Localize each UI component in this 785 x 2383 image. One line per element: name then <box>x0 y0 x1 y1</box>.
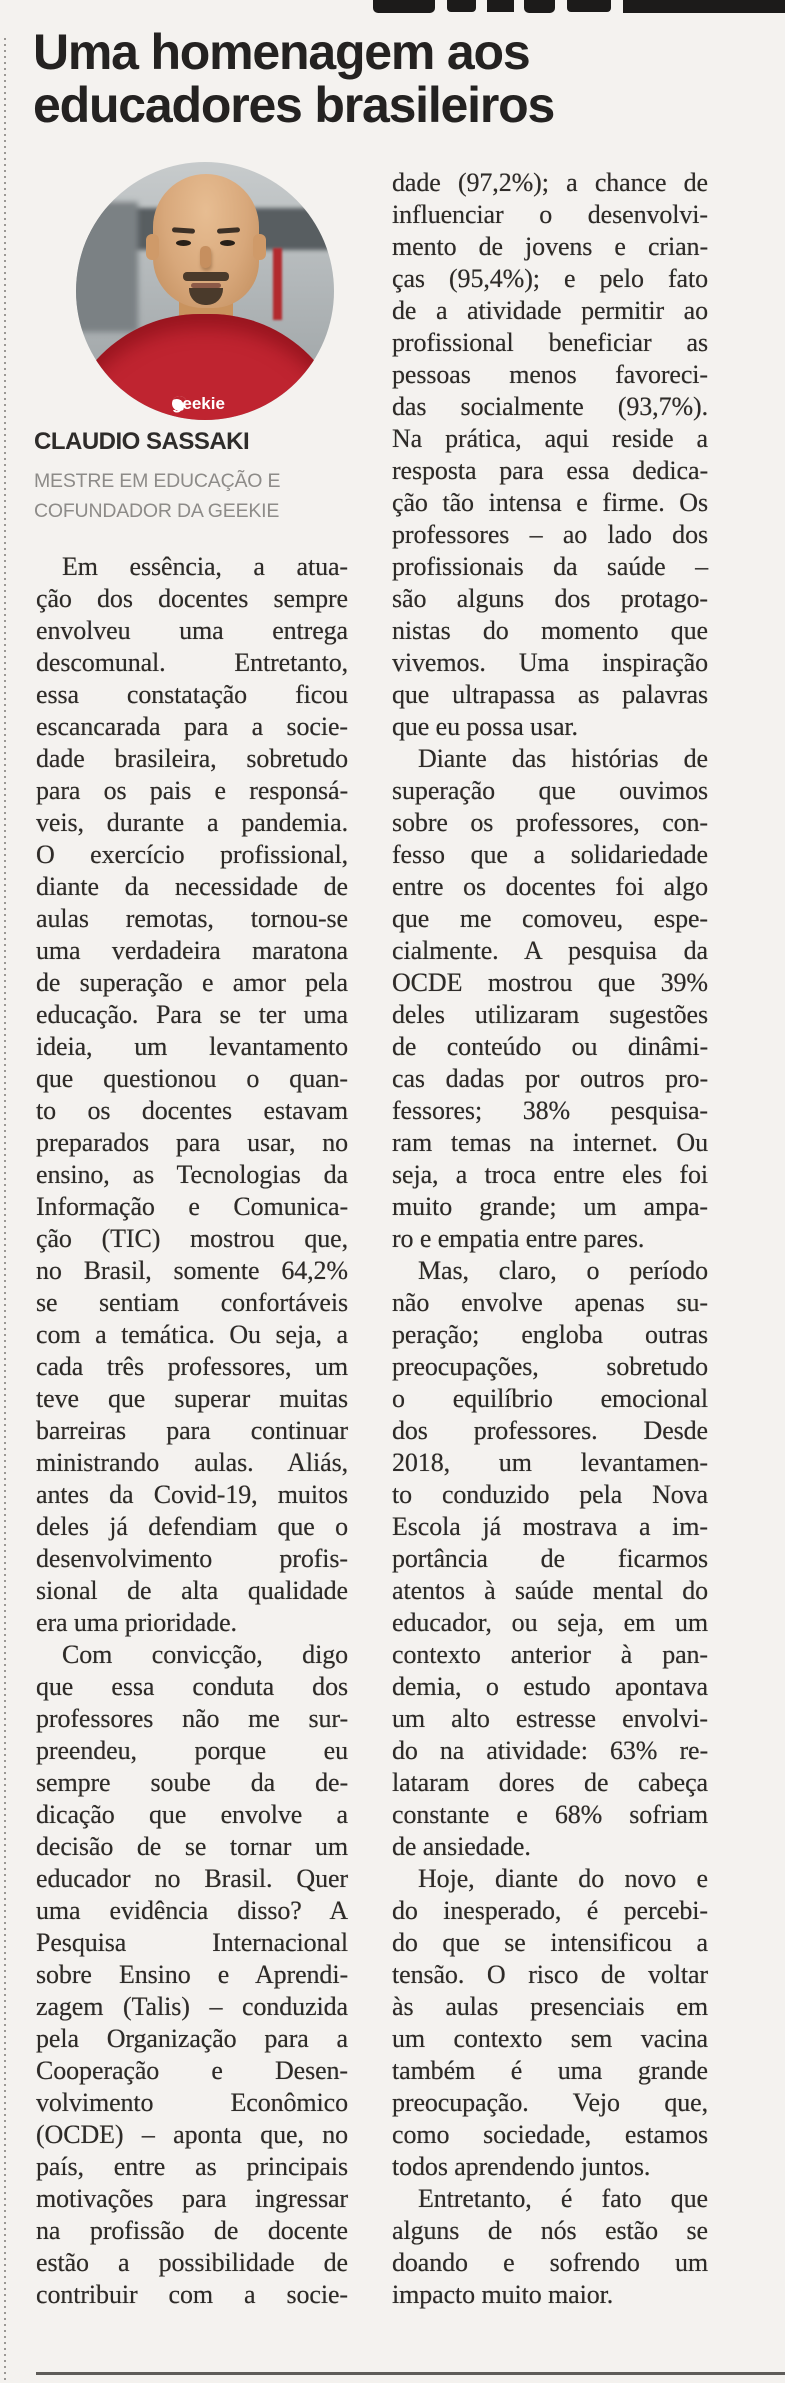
text-line: profissionais da saúde – <box>392 552 708 581</box>
portrait-mustache <box>183 272 229 281</box>
text-line: impacto muito maior. <box>392 2280 614 2309</box>
text-line: profissional beneficiar as <box>392 328 708 357</box>
byline-role-line-1: MESTRE EM EDUCAÇÃO E <box>34 470 281 492</box>
text-line: pela Organização para a <box>36 2024 348 2053</box>
headline-line-2: educadores brasileiros <box>33 77 555 133</box>
photo-background-shape <box>76 202 138 332</box>
byline-author-name: CLAUDIO SASSAKI <box>34 428 250 455</box>
text-line: preocupação. Vejo que, <box>392 2088 708 2117</box>
text-line: Informação e Comunica- <box>36 1192 348 1221</box>
text-line: essa constatação ficou <box>36 680 348 709</box>
text-line: peração; engloba outras <box>392 1320 708 1349</box>
text-line: preparados para usar, no <box>36 1128 348 1157</box>
text-line: motivações para ingressar <box>36 2184 348 2213</box>
cropped-headline-fragment <box>524 0 555 13</box>
text-line: na profissão de docente <box>36 2216 348 2245</box>
text-line: Mas, claro, o período <box>418 1256 708 1285</box>
text-line: com a temática. Ou seja, a <box>36 1320 348 1349</box>
text-line: nistas do momento que <box>392 616 708 645</box>
paragraph <box>392 167 708 743</box>
text-line: to os docentes estavam <box>36 1096 348 1125</box>
text-line: Em essência, a atua- <box>62 552 348 581</box>
text-line: das socialmente (93,7%). <box>392 392 708 421</box>
text-line: todos aprendendo juntos. <box>392 2152 651 2181</box>
text-line: demia, o estudo apontava <box>392 1672 708 1701</box>
text-line: ideia, um levantamento <box>36 1032 348 1061</box>
text-line: tensão. O risco de voltar <box>392 1960 708 1989</box>
author-portrait-photo <box>76 162 334 420</box>
text-line: que eu possa usar. <box>392 712 578 741</box>
text-line: um contexto sem vacina <box>392 2024 708 2053</box>
text-line: o equilíbrio emocional <box>392 1384 708 1413</box>
portrait-eye <box>220 240 235 246</box>
portrait-eye <box>176 240 191 246</box>
text-line: aulas remotas, tornou-se <box>36 904 348 933</box>
text-line: do que se intensificou a <box>392 1928 708 1957</box>
text-line: seja, a troca entre eles foi <box>392 1160 708 1189</box>
text-line: professores não me sur- <box>36 1704 348 1733</box>
text-line: um alto estresse envolvi- <box>392 1704 708 1733</box>
text-line: cas dadas por outros pro- <box>392 1064 708 1093</box>
text-line: volvimento Econômico <box>36 2088 348 2117</box>
text-line: Escola já mostrava a im- <box>392 1512 708 1541</box>
text-line: Cooperação e Desen- <box>36 2056 348 2085</box>
paragraph <box>392 1255 708 1863</box>
text-line: lataram dores de cabeça <box>392 1768 708 1797</box>
text-line: ensino, as Tecnologias da <box>36 1160 348 1189</box>
text-line: deles utilizaram sugestões <box>392 1000 708 1029</box>
text-line: para os pais e responsá- <box>36 776 348 805</box>
text-line: de ansiedade. <box>392 1832 531 1861</box>
text-line: O exercício profissional, <box>36 840 348 869</box>
text-line: Entretanto, é fato que <box>418 2184 708 2213</box>
headline-line-1: Uma homenagem aos <box>33 24 530 80</box>
text-line: teve que superar muitas <box>36 1384 348 1413</box>
text-line: Hoje, diante do novo e <box>418 1864 708 1893</box>
text-line: dicação que envolve a <box>36 1800 348 1829</box>
text-line: to conduzido pela Nova <box>392 1480 708 1509</box>
text-line: preocupações, sobretudo <box>392 1352 708 1381</box>
text-line: não envolve apenas su- <box>392 1288 708 1317</box>
byline-author-role <box>34 466 280 526</box>
text-line: ças (95,4%); e pelo fato <box>392 264 708 293</box>
text-line: são alguns dos protago- <box>392 584 708 613</box>
text-line: do na atividade: 63% re- <box>392 1736 708 1765</box>
text-line: sempre soube da de- <box>36 1768 348 1797</box>
text-line: Pesquisa Internacional <box>36 1928 348 1957</box>
text-line: ram temas na internet. Ou <box>392 1128 708 1157</box>
paragraph <box>36 551 348 1639</box>
text-line: que me comoveu, espe- <box>392 904 708 933</box>
text-line: superação que ouvimos <box>392 776 708 805</box>
text-line: atentos à saúde mental do <box>392 1576 708 1605</box>
text-line: educador, ou seja, em um <box>392 1608 708 1637</box>
byline-role-line-2: COFUNDADOR DA GEEKIE <box>34 500 280 522</box>
cropped-headline-fragment <box>623 0 785 13</box>
text-line: sobre Ensino e Aprendi- <box>36 1960 348 1989</box>
geekie-logo-text: geekie <box>172 393 225 413</box>
text-line: Com convicção, digo <box>62 1640 348 1669</box>
text-line: que questionou o quan- <box>36 1064 348 1093</box>
text-line: zagem (Talis) – conduzida <box>36 1992 348 2021</box>
text-line: resposta para essa dedica- <box>392 456 708 485</box>
text-line: fessores; 38% pesquisa- <box>392 1096 708 1125</box>
text-line: de a atividade permitir ao <box>392 296 708 325</box>
text-line: descomunal. Entretanto, <box>36 648 348 677</box>
text-line: uma evidência disso? A <box>36 1896 348 1925</box>
geekie-logo <box>172 393 225 413</box>
portrait-nose <box>200 246 211 268</box>
text-line: era uma prioridade. <box>36 1608 237 1637</box>
text-line: pessoas menos favoreci- <box>392 360 708 389</box>
photo-background-stripe <box>273 248 282 320</box>
text-line: país, entre as principais <box>36 2152 348 2181</box>
portrait-ear <box>146 234 159 260</box>
text-line: constante e 68% sofriam <box>392 1800 708 1829</box>
text-line: sobre os professores, con- <box>392 808 708 837</box>
text-line: influenciar o desenvolvi- <box>392 200 708 229</box>
paragraph <box>392 1863 708 2183</box>
text-line: cialmente. A pesquisa da <box>392 936 708 965</box>
text-line: envolveu uma entrega <box>36 616 348 645</box>
cropped-headline-fragment <box>373 0 435 13</box>
paragraph <box>36 1639 348 2311</box>
article-headline <box>33 26 613 132</box>
text-line: veis, durante a pandemia. <box>36 808 348 837</box>
text-line: desenvolvimento profis- <box>36 1544 348 1573</box>
text-line: ção (TIC) mostrou que, <box>36 1224 348 1253</box>
body-column-right <box>392 167 708 2311</box>
text-line: barreiras para continuar <box>36 1416 348 1445</box>
body-column-left <box>36 551 348 2311</box>
text-line: sional de alta qualidade <box>36 1576 348 1605</box>
bottom-separator-rule <box>36 2372 785 2375</box>
text-line: portância de ficarmos <box>392 1544 708 1573</box>
text-line: 2018, um levantamen- <box>392 1448 708 1477</box>
text-line: dade brasileira, sobretudo <box>36 744 348 773</box>
text-line: alguns de nós estão se <box>392 2216 708 2245</box>
text-line: cada três professores, um <box>36 1352 348 1381</box>
text-line: no Brasil, somente 64,2% <box>36 1256 348 1285</box>
text-line: ministrando aulas. Aliás, <box>36 1448 348 1477</box>
text-line: OCDE mostrou que 39% <box>392 968 708 997</box>
text-line: dos professores. Desde <box>392 1416 708 1445</box>
text-line: dade (97,2%); a chance de <box>392 168 708 197</box>
text-line: que essa conduta dos <box>36 1672 348 1701</box>
text-line: doando e sofrendo um <box>392 2248 708 2277</box>
text-line: ção dos docentes sempre <box>36 584 348 613</box>
cropped-headline-fragment <box>567 0 611 12</box>
text-line: Diante das histórias de <box>418 744 708 773</box>
text-line: educador no Brasil. Quer <box>36 1864 348 1893</box>
text-line: escancarada para a socie- <box>36 712 348 741</box>
cropped-headline-fragment <box>487 0 514 12</box>
text-line: Na prática, aqui reside a <box>392 424 708 453</box>
text-line: professores – ao lado dos <box>392 520 708 549</box>
text-line: mento de jovens e crian- <box>392 232 708 261</box>
text-line: preendeu, porque eu <box>36 1736 348 1765</box>
cropped-headline-fragment <box>447 0 476 12</box>
paragraph <box>392 2183 708 2311</box>
text-line: (OCDE) – aponta que, no <box>36 2120 348 2149</box>
text-line: como sociedade, estamos <box>392 2120 708 2149</box>
text-line: uma verdadeira maratona <box>36 936 348 965</box>
text-line: às aulas presenciais em <box>392 1992 708 2021</box>
text-line: fesso que a solidariedade <box>392 840 708 869</box>
text-line: diante da necessidade de <box>36 872 348 901</box>
text-line: educação. Para se ter uma <box>36 1000 348 1029</box>
text-line: entre os docentes foi algo <box>392 872 708 901</box>
text-line: decisão de se tornar um <box>36 1832 348 1861</box>
text-line: deles já defendiam que o <box>36 1512 348 1541</box>
text-line: contribuir com a socie- <box>36 2280 348 2309</box>
text-line: antes da Covid-19, muitos <box>36 1480 348 1509</box>
text-line: ção tão intensa e firme. Os <box>392 488 708 517</box>
text-line: estão a possibilidade de <box>36 2248 348 2277</box>
left-dotted-column-rule <box>4 38 6 2383</box>
text-line: contexto anterior à pan- <box>392 1640 708 1669</box>
text-line: de conteúdo ou dinâmi- <box>392 1032 708 1061</box>
text-line: que ultrapassa as palavras <box>392 680 708 709</box>
text-line: ro e empatia entre pares. <box>392 1224 645 1253</box>
portrait-ear <box>253 234 266 260</box>
text-line: de superação e amor pela <box>36 968 348 997</box>
text-line: muito grande; um ampa- <box>392 1192 708 1221</box>
text-line: vivemos. Uma inspiração <box>392 648 708 677</box>
text-line: também é uma grande <box>392 2056 708 2085</box>
text-line: do inesperado, é percebi- <box>392 1896 708 1925</box>
paragraph <box>392 743 708 1255</box>
text-line: se sentiam confortáveis <box>36 1288 348 1317</box>
